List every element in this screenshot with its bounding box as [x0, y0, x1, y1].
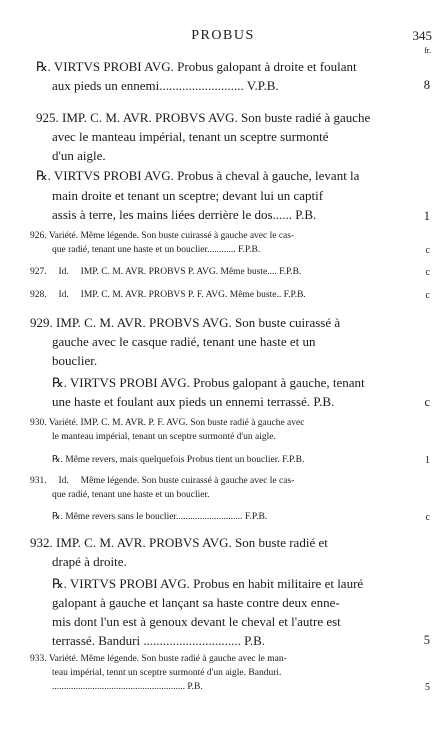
- rarity-value: c: [425, 512, 430, 523]
- entry-line: main droite et tenant un sceptre; devant lui un captif: [52, 188, 324, 203]
- entry-line: ℞. Même revers sans le bouclier............................ F.P.B.: [52, 512, 268, 522]
- running-title: PROBUS: [191, 28, 255, 43]
- rarity-value: c: [424, 395, 430, 409]
- entry-line: 933. Variété. Même légende. Son buste radié à gauche avec le man-: [30, 654, 287, 664]
- entry-line: une haste et foulant aux pieds un ennemi terrassé. P.B.: [52, 394, 335, 409]
- entry-line: bouclier.: [52, 353, 98, 368]
- entry-line: ℞. VIRTVS PROBI AVG. Probus galopant à gauche, tenant: [52, 375, 365, 390]
- entry-line: 927. Id. IMP. C. M. AVR. PROBVS P. AVG. Même buste.... F.P.B.: [30, 267, 302, 277]
- entry-line: 928. Id. IMP. C. M. AVR. PROBVS P. F. AVG. Même buste.. F.P.B.: [30, 290, 306, 300]
- entry-line: gauche avec le casque radié, tenant une haste et un: [52, 334, 316, 349]
- entry-line: ℞. VIRTVS PROBI AVG. Probus galopant à droite et foulant: [36, 59, 357, 74]
- page-header: [0, 28, 446, 55]
- entry-line: aux pieds un ennemi.......................... V.P.B.: [52, 78, 279, 93]
- rarity-value: c: [425, 245, 430, 256]
- rarity-value: 5: [425, 682, 430, 693]
- rarity-value: c: [425, 267, 430, 278]
- entry-line: avec le manteau impérial, tenant un sceptre surmonté: [52, 129, 329, 144]
- entry-line: que radié, tenant une haste et un bouclier............ F.P.B.: [52, 245, 261, 255]
- rarity-value: 8: [423, 78, 430, 92]
- rarity-value: 1: [425, 455, 430, 466]
- entry-line: ℞. Même revers, mais quelquefois Probus tient un bouclier. F.P.B.: [52, 455, 305, 465]
- entry-line: 930. Variété. IMP. C. M. AVR. P. F. AVG. Son buste radié à gauche avec: [30, 418, 305, 428]
- rarity-value: 5: [423, 633, 430, 647]
- rarity-column-label: fr.: [424, 46, 431, 55]
- entry-line: ℞. VIRTVS PROBI AVG. Probus en habit militaire et lauré: [52, 576, 364, 591]
- entry-line: 931. Id. Même légende. Son buste cuirassé à gauche avec le cas-: [30, 476, 295, 486]
- entry-line: galopant à gauche et lançant sa haste contre deux enne-: [52, 595, 340, 610]
- entry-line: 929. IMP. C. M. AVR. PROBVS AVG. Son buste cuirassé à: [30, 315, 341, 330]
- rarity-value: 1: [423, 209, 430, 223]
- entry-line: teau impérial, tennt un sceptre surmonté d'un aigle. Banduri.: [52, 668, 282, 678]
- entry-line: d'un aigle.: [52, 148, 106, 163]
- entry-line: ........................................................ P.B.: [52, 682, 203, 692]
- entry-line: ℞. VIRTVS PROBI AVG. Probus à cheval à gauche, levant la: [36, 168, 360, 183]
- rarity-value: c: [425, 290, 430, 301]
- entry-line: 926. Variété. Même légende. Son buste cuirassé à gauche avec le cas-: [30, 231, 295, 241]
- entry-line: le manteau impérial, tenant un sceptre surmonté d'un aigle.: [52, 432, 276, 442]
- entry-line: drapé à droite.: [52, 554, 127, 569]
- entry-line: 932. IMP. C. M. AVR. PROBVS AVG. Son buste radié et: [30, 535, 328, 550]
- entry-line: assis à terre, les mains liées derrière le dos...... P.B.: [52, 207, 317, 222]
- entry-line: 925. IMP. C. M. AVR. PROBVS AVG. Son buste radié à gauche: [36, 110, 371, 125]
- page-number: 345: [412, 28, 432, 43]
- entry-line: terrassé. Banduri .............................. P.B.: [52, 633, 266, 648]
- entry-line: mis dont l'un est à genoux devant le cheval et l'autre est: [52, 614, 341, 629]
- entry-line: que radié, tenant une haste et un bouclier.: [52, 490, 210, 500]
